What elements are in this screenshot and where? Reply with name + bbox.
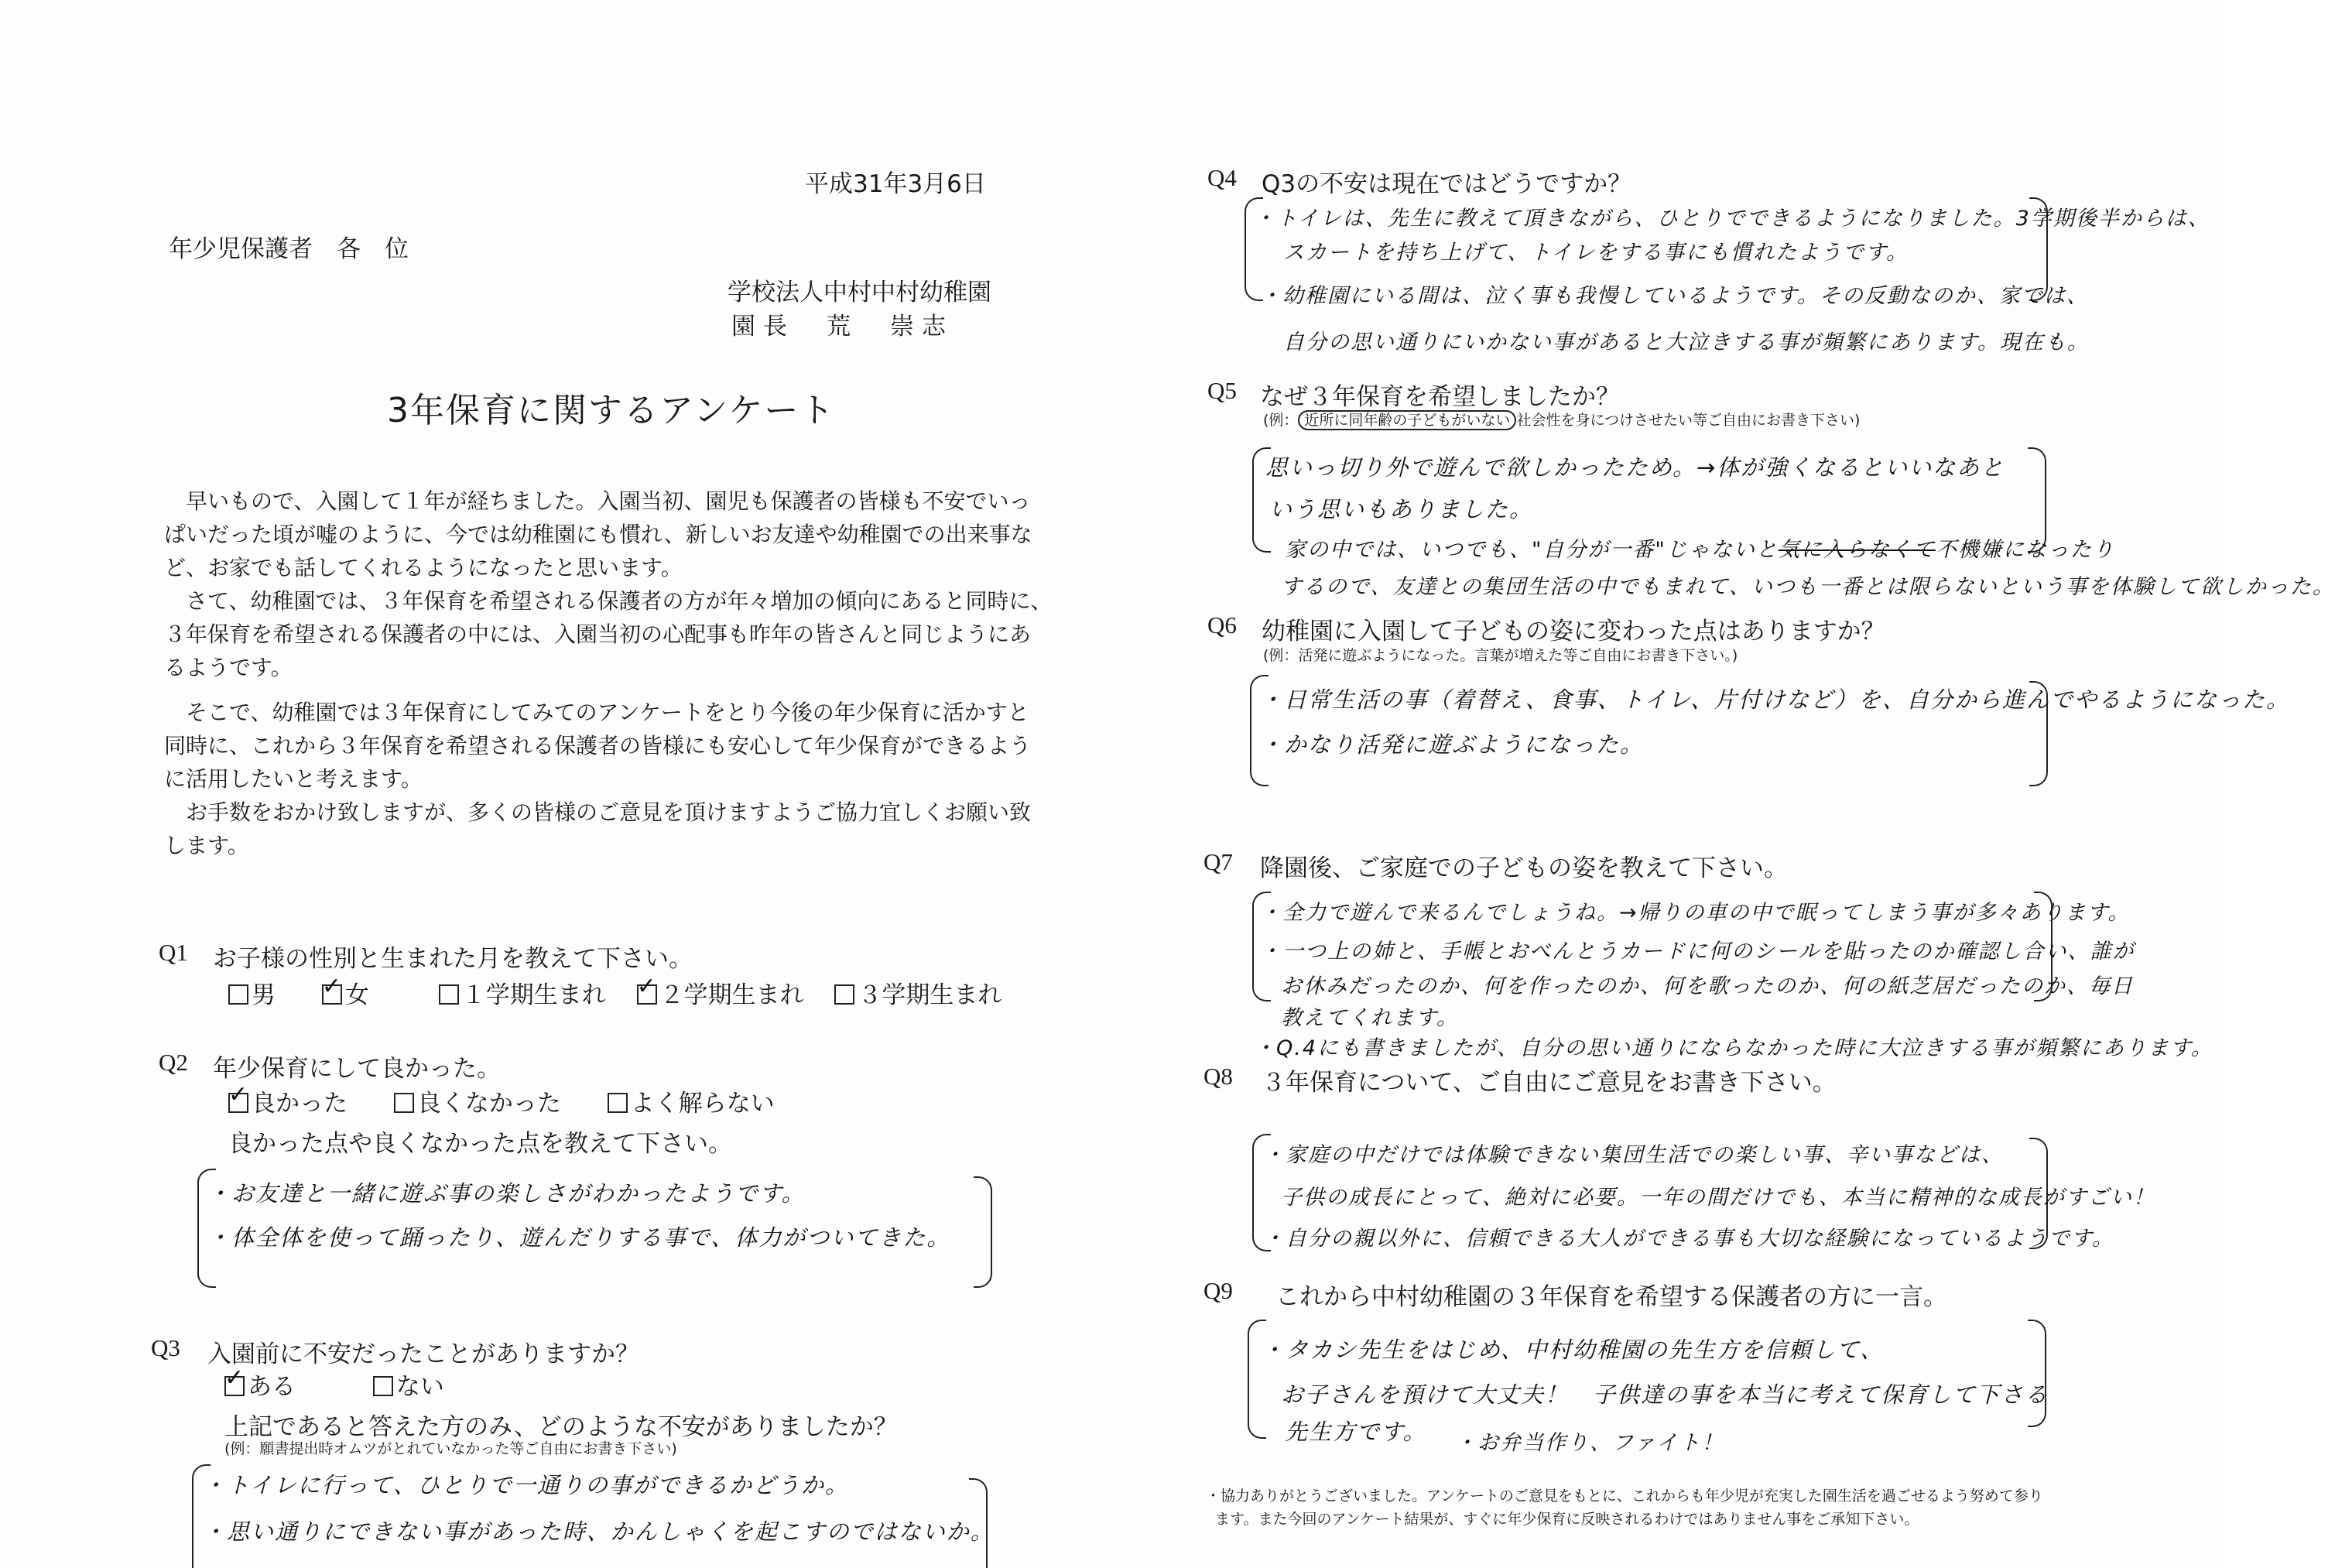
q4-answer-line: ・トイレは、先生に教えて頂きながら、ひとりでできるようになりました。3学期後半からは、 xyxy=(1254,207,2210,231)
q7-answer-line: 教えてくれます。 xyxy=(1281,1006,1459,1030)
q8-answer-line: 子供の成長にとって、絶対に必要。一年の間だけでも、本当に精神的な成長がすごい！ xyxy=(1281,1186,2155,1210)
q5-answer-line: 思いっ切り外で遊んで欲しかったため。→体が強くなるといいなあと xyxy=(1265,454,2005,481)
q9-question: これから中村幼稚園の３年保育を希望する保護者の方に一言。 xyxy=(1275,1283,1947,1311)
checkbox[interactable] xyxy=(608,1093,628,1113)
q5-question: なぜ３年保育を希望しましたか？ xyxy=(1260,383,1620,411)
checkbox-checked[interactable] xyxy=(637,984,657,1005)
q6-answer-line: ・日常生活の事（着替え、食事、トイレ、片付けなど）を、自分から進んでやるようになった。 xyxy=(1260,686,2290,713)
q5-number: Q5 xyxy=(1207,377,1237,404)
q3-subquestion: 上記であると答えた方のみ、どのような不安がありましたか？ xyxy=(224,1413,898,1441)
date: 平成31年3月6日 xyxy=(805,170,986,198)
intro-line: 同時に、これから３年保育を希望される保護者の皆様にも安心して年少保育ができるよう xyxy=(164,733,1032,758)
checkbox[interactable] xyxy=(439,984,459,1005)
q7-answer-line: ・一つ上の姉と、手帳とおべんとうカードに何のシールを貼ったのか確認し合い、誰が xyxy=(1260,940,2135,964)
q6-number: Q6 xyxy=(1207,611,1237,638)
q2-option-good[interactable]: ✓良かった xyxy=(228,1084,348,1118)
circled-example: 近所に同年齢の子どもがいない xyxy=(1298,410,1516,430)
q3-option-no[interactable]: ない xyxy=(373,1367,444,1402)
q3-example: (例：願書提出時オムツがとれていなかった等ご自由にお書き下さい) xyxy=(224,1440,677,1457)
q5-answer-line: するので、友達との集団生活の中でもまれて、いつも一番とは限らないという事を体験して欲しかった。 xyxy=(1281,575,2335,599)
q9-answer-line: お子さんを預けて大丈夫！ 子供達の事を本当に考えて保育して下さる xyxy=(1281,1381,2049,1408)
checkbox-checked[interactable] xyxy=(224,1376,245,1396)
q1-option-male[interactable]: 男 xyxy=(228,975,276,1010)
q1-question: お子様の性別と生まれた月を教えて下さい。 xyxy=(213,945,693,973)
q6-answer-line: ・かなり活発に遊ぶようになった。 xyxy=(1260,731,1645,758)
intro-line: るようです。 xyxy=(164,655,293,680)
q5-example: (例： 近所に同年齢の子どもがいない 社会性を身につけさせたい等ご自由にお書き下さい) xyxy=(1263,412,1861,429)
q3-answer-line: ・トイレに行って、ひとりで一通りの事ができるかどうか。 xyxy=(203,1472,849,1498)
intro-line: 早いもので、入園して１年が経ちました。入園当初、園児も保護者の皆様も不安でいっ xyxy=(186,488,1031,514)
sender-org: 学校法人中村中村幼稚園 xyxy=(728,279,991,306)
q6-question: 幼稚園に入園して子どもの姿に変わった点はありますか？ xyxy=(1262,618,1885,645)
checkbox-checked[interactable] xyxy=(322,984,342,1005)
q1-option-term1[interactable]: １学期生まれ xyxy=(439,975,606,1010)
q7-answer-line: ・Q.4にも書きましたが、自分の思い通りにならなかった時に大泣きする事が頻繁にあります。 xyxy=(1254,1036,2213,1060)
checkbox[interactable] xyxy=(834,984,854,1005)
q7-number: Q7 xyxy=(1203,848,1233,875)
footer-note-line: ます。また今回のアンケート結果が、すぐに年少保育に反映されるわけではありません事をご承知下さい。 xyxy=(1215,1511,1919,1528)
q3-options xyxy=(224,1367,483,1402)
q4-answer-line: ・幼稚園にいる間は、泣く事も我慢しているようです。その反動なのか、家では、 xyxy=(1260,284,2089,308)
q4-number: Q4 xyxy=(1207,164,1237,191)
q2-options xyxy=(228,1084,813,1118)
q4-question: Q3の不安は現在ではどうですか？ xyxy=(1262,170,1632,198)
q8-number: Q8 xyxy=(1203,1063,1233,1090)
q2-answer-line: ・お友達と一緒に遊ぶ事の楽しさがわかったようです。 xyxy=(207,1180,806,1207)
intro-line: ぱいだった頃が嘘のように、今では幼稚園にも慣れ、新しいお友達や幼稚園での出来事な xyxy=(164,522,1032,547)
intro-line: します。 xyxy=(164,833,249,858)
q8-question: ３年保育について、ご自由にご意見をお書き下さい。 xyxy=(1262,1069,1837,1097)
q9-answer-line: ・タカシ先生をはじめ、中村幼稚園の先生方を信頼して、 xyxy=(1262,1337,1885,1363)
q1-number: Q1 xyxy=(159,939,188,966)
q2-answer-line: ・体全体を使って踊ったり、遊んだりする事で、体力がついてきた。 xyxy=(207,1224,951,1251)
sender-name: 園長 荒 崇志 xyxy=(731,313,954,341)
q9-answer-line: ・お弁当作り、ファイト！ xyxy=(1455,1431,1724,1455)
page-title: 3年保育に関するアンケート xyxy=(387,391,836,430)
checkbox[interactable] xyxy=(373,1376,393,1396)
intro-line: ど、お家でも話してくれるようになったと思います。 xyxy=(164,555,683,580)
addressee: 年少児保護者 各 位 xyxy=(169,235,409,263)
intro-line: に活用したいと考えます。 xyxy=(164,766,423,792)
q1-option-term2[interactable]: ✓ ２学期生まれ xyxy=(637,975,804,1010)
q7-question: 降園後、ご家庭での子どもの姿を教えて下さい。 xyxy=(1260,854,1788,882)
q1-option-female[interactable]: ✓ 女 xyxy=(322,975,369,1010)
intro-line: ３年保育を希望される保護者の中には、入園当初の心配事も昨年の皆さんと同じようにあ xyxy=(164,621,1032,647)
footer-note-line: ・協力ありがとうございました。アンケートのご意見をもとに、これからも年少児が充実した園生活を過ごせるよう努めて参り xyxy=(1206,1488,2043,1505)
q3-question: 入園前に不安だったことがありますか？ xyxy=(207,1340,639,1368)
q1-options xyxy=(228,975,1040,1010)
intro-line: さて、幼稚園では、３年保育を希望される保護者の方が年々増加の傾向にあると同時に、 xyxy=(186,588,1053,614)
q3-option-yes[interactable]: ✓ある xyxy=(224,1367,296,1402)
crossed-out-text: 気に入らなくて xyxy=(1778,538,1936,562)
q9-answer-line: 先生方です。 xyxy=(1285,1419,1427,1445)
q9-answer-bracket-right xyxy=(2028,1320,2046,1427)
q9-number: Q9 xyxy=(1203,1277,1233,1304)
checkbox[interactable] xyxy=(228,984,248,1005)
q4-answer-line: 自分の思い通りにいかない事があると大泣きする事が頻繁にあります。現在も。 xyxy=(1283,330,2090,354)
intro-line: お手数をおかけ致しますが、多くの皆様のご意見を頂けますようご協力宜しくお願い致 xyxy=(186,799,1032,825)
q8-answer-line: ・自分の親以外に、信頼できる大人ができる事も大切な経験になっているようです。 xyxy=(1263,1227,2114,1251)
q1-option-term3[interactable]: ３学期生まれ xyxy=(834,975,1001,1010)
q7-answer-line: ・全力で遊んで来るんでしょうね。→帰りの車の中で眠ってしまう事が多々あります。 xyxy=(1260,901,2131,925)
q6-example: (例：活発に遊ぶようになった。言葉が増えた等ご自由にお書き下さい。) xyxy=(1263,647,1738,664)
q2-option-not-good[interactable]: 良くなかった xyxy=(394,1084,561,1118)
q8-answer-line: ・家庭の中だけでは体験できない集団生活での楽しい事、辛い事などは、 xyxy=(1263,1143,2004,1167)
q2-question: 年少保育にして良かった。 xyxy=(213,1055,501,1083)
checkbox-checked[interactable] xyxy=(228,1093,248,1113)
q4-answer-line: スカートを持ち上げて、トイレをする事にも慣れたようです。 xyxy=(1283,241,1909,265)
q3-answer-line: ・思い通りにできない事があった時、かんしゃくを起こすのではないか。 xyxy=(203,1518,995,1545)
q3-number: Q3 xyxy=(151,1334,180,1361)
q2-answer-bracket-right xyxy=(974,1176,992,1288)
intro-line: そこで、幼稚園では３年保育にしてみてのアンケートをとり今後の年少保育に活かすと xyxy=(186,700,1029,725)
q2-option-unsure[interactable]: よく解らない xyxy=(608,1084,775,1118)
q2-subquestion: 良かった点や良くなかった点を教えて下さい。 xyxy=(228,1130,732,1158)
q2-number: Q2 xyxy=(159,1049,188,1076)
checkbox[interactable] xyxy=(394,1093,414,1113)
q7-answer-line: お休みだったのか、何を作ったのか、何を歌ったのか、何の紙芝居だったのか、毎日 xyxy=(1281,974,2134,998)
q5-answer-line: いう思いもありました。 xyxy=(1269,496,1534,522)
q5-answer-line: 家の中では、いつでも、"自分が一番"じゃないと気に入らなくて不機嫌になったり xyxy=(1285,538,2115,562)
